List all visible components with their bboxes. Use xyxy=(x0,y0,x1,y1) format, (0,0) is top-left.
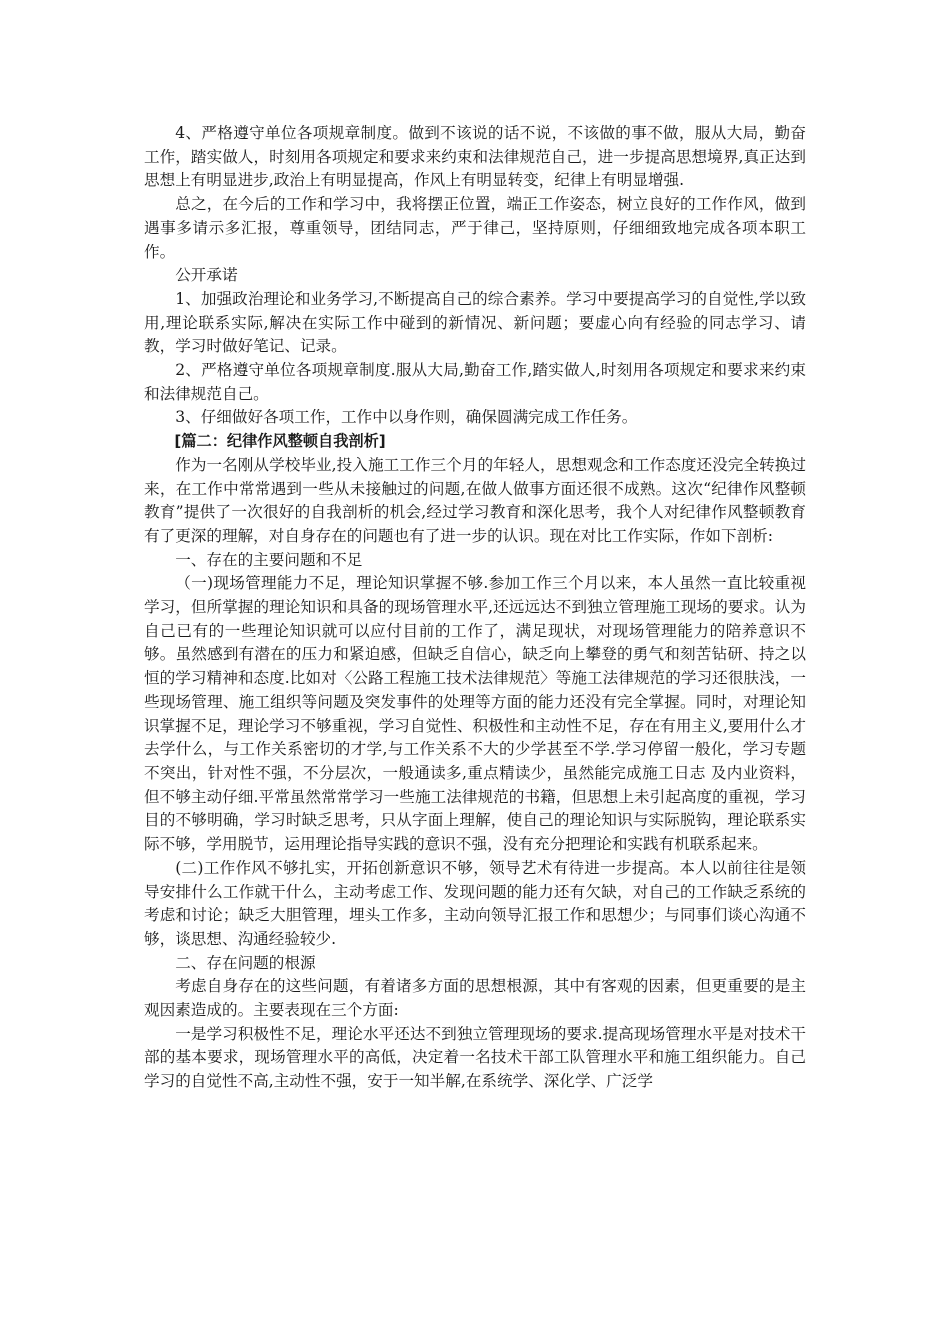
paragraph: (二)工作作风不够扎实，开拓创新意识不够，领导艺术有待进一步提高。本人以前往往是领导安排什么工作就干什么，主动考虑工作、发现问题的能力还有欠缺，对自己的工作缺乏系统的考虑和讨论；缺乏大胆管理，埋头工作多，主动向领导汇报工作和思想少；与同事们谈心沟通不够，谈思想、沟通经验较少. xyxy=(144,858,806,948)
document-page xyxy=(144,122,806,1094)
paragraph: 一、存在的主要问题和不足 xyxy=(175,550,363,569)
section-heading: [篇二：纪律作风整顿自我剖析] xyxy=(174,432,386,451)
paragraph: 二、存在问题的根源 xyxy=(175,953,316,972)
paragraph: （一)现场管理能力不足，理论知识掌握不够.参加工作三个月以来，本人虽然一直比较重视学习，但所掌握的理论知识和具备的现场管理水平,还远远达不到独立管理施工现场的要求。认为自己已有的一些理论知识就可以应付目前的工作了，满足现状，对现场管理能力的陪养意识不够。虽然感到有潜在的压力和紧迫感，但缺乏自信心，缺乏向上攀登的勇气和刻苦钻研、持之以恒的学习精神和态度.比如对〈公路工程施工技术法律规范〉等施工法律规范的学习还很肤浅，一些现场管理、施工组织等问题及突发事件的处理等方面的能力还没有完全掌握。同时，对理论知识掌握不足，理论学习不够重视，学习自觉性、积极性和主动性不足，存在有用主义,要用什么才去学什么，与工作关系密切的才学,与工作关系不大的少学甚至不学.学习停留一般化，学习专题不突出，针对性不强，不分层次，一般通读多,重点精读少，虽然能完成施工日志 及内业资料，但不够主动仔细.平常虽然常常学习一些施工法律规范的书籍，但思想上未引起高度的重视，学习目的不够明确，学习时缺乏思考，只从字面上理解，使自己的理论知识与实际脱钩，理论联系实际不够，学用脱节，运用理论指导实践的意识不强，没有充分把理论和实践有机联系起来。 xyxy=(144,574,806,854)
paragraph: 总之，在今后的工作和学习中，我将摆正位置，端正工作姿态，树立良好的工作作风，做到遇事多请示多汇报，尊重领导，团结同志，严于律己，坚持原则，仔细细致地完成各项本职工作。 xyxy=(144,195,806,261)
paragraph: 3、仔细做好各项工作，工作中以身作则，确保圆满完成工作任务。 xyxy=(175,408,638,427)
paragraph: 一是学习积极性不足，理论水平还达不到独立管理现场的要求.提高现场管理水平是对技术干部的基本要求，现场管理水平的高低，决定着一名技术干部工队管理水平和施工组织能力。自己学习的自觉性不高,主动性不强，安于一知半解,在系统学、深化学、广泛学 xyxy=(144,1024,806,1091)
paragraph: 作为一名刚从学校毕业,投入施工工作三个月的年轻人，思想观念和工作态度还没完全转换过来，在工作中常常遇到一些从未接触过的问题,在做人做事方面还很不成熟。这次“纪律作风整顿教育”提供了一次很好的自我剖析的机会,经过学习教育和深化思考，我个人对纪律作风整顿教育有了更深的理解，对自身存在的问题也有了进一步的认识。现在对比工作实际，作如下剖析: xyxy=(144,455,806,545)
paragraph: 4、严格遵守单位各项规章制度。做到不该说的话不说，不该做的事不做，服从大局，勤奋工作，踏实做人，时刻用各项规定和要求来约束和法律规范自己，进一步提高思想境界,真正达到思想上有明显进步,政治上有明显提高，作风上有明显转变，纪律上有明显增强. xyxy=(144,124,806,190)
paragraph: 1、加强政治理论和业务学习,不断提高自己的综合素养。学习中要提高学习的自觉性,学以致用,理论联系实际,解决在实际工作中碰到的新情况、新问题；要虚心向有经验的同志学习、请教，学习时做好笔记、记录。 xyxy=(144,289,806,356)
paragraph: 公开承诺 xyxy=(175,266,238,285)
paragraph: 2、严格遵守单位各项规章制度.服从大局,勤奋工作,踏实做人,时刻用各项规定和要求来约束和法律规范自己。 xyxy=(144,361,806,403)
paragraph: 考虑自身存在的这些问题，有着诸多方面的思想根源，其中有客观的因素，但更重要的是主观因素造成的。主要表现在三个方面: xyxy=(144,977,806,1020)
